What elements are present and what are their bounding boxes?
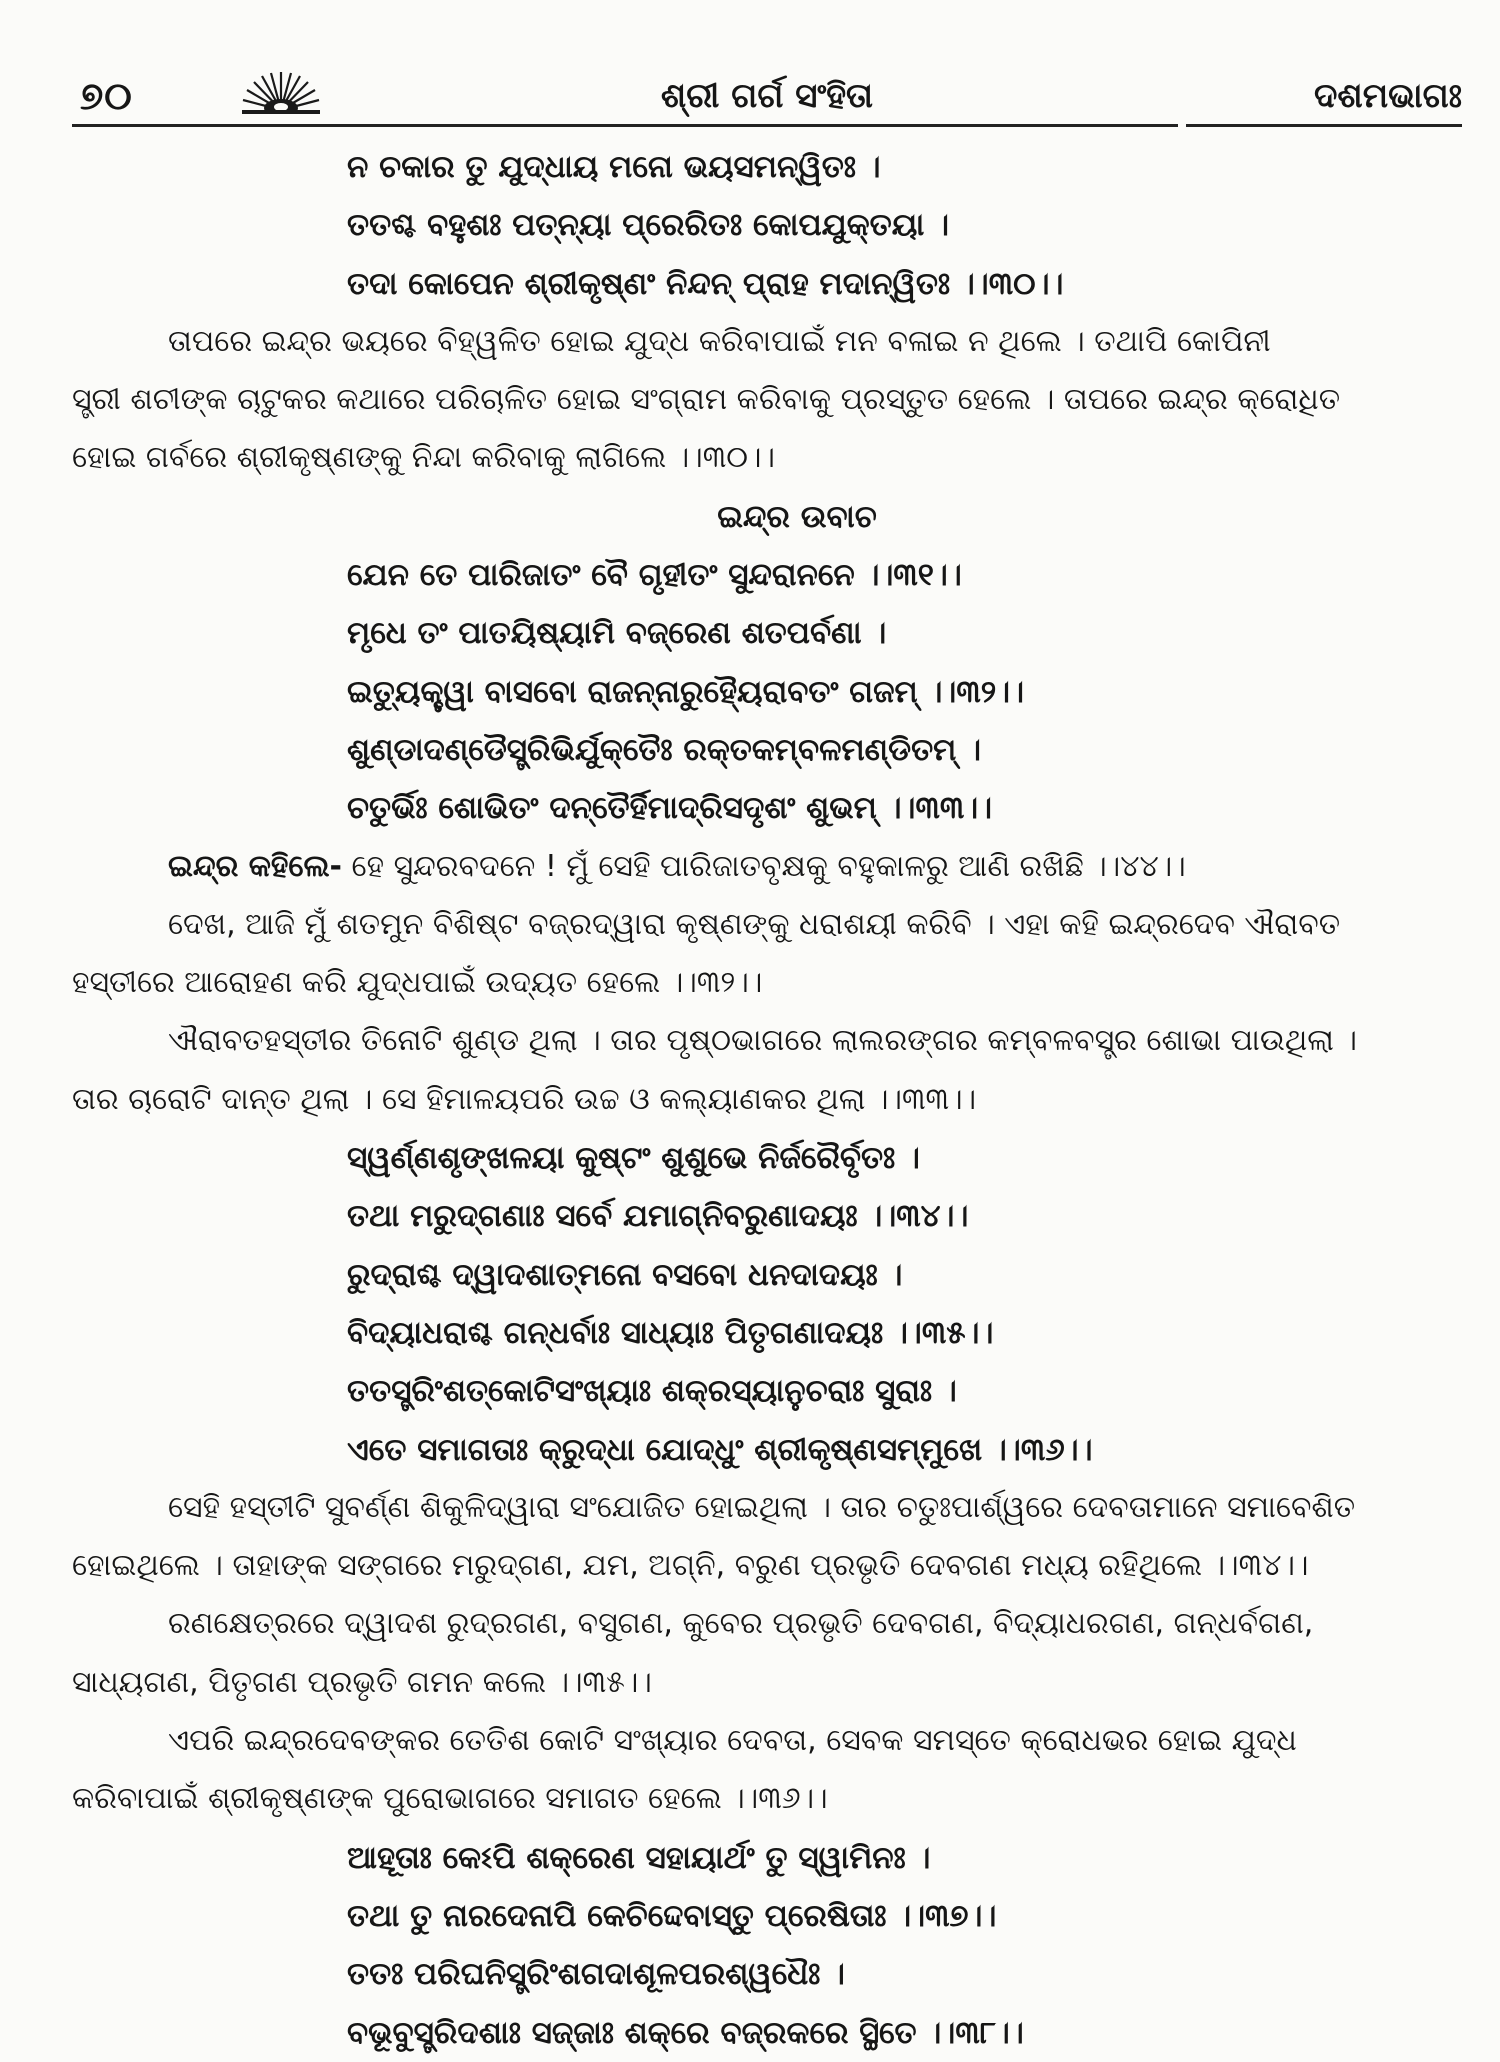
- sanskrit-verse-line: ତତସ୍ତ୍ରିଂଶତ୍‌କୋଟିସଂଖ୍ୟାଃ ଶକ୍ରସ୍ୟାନୁଚରାଃ ସୁରାଃ ।: [347, 1373, 957, 1410]
- sanskrit-verse-line: ତତଶ୍ଚ ବହୁଶଃ ପତ୍ନ୍ୟା ପ୍ରେରିତଃ କୋପଯୁକ୍ତୟା ।: [347, 207, 950, 244]
- sanskrit-verse-line: ମୃଧେ ତଂ ପାତୟିଷ୍ୟାମି ବଜ୍ରେଣ ଶତପର୍ବଣା ।: [347, 615, 887, 652]
- section-title: ଦଶମଭାଗଃ: [1314, 76, 1462, 116]
- translation-paragraph-start: ଦେଖ, ଆଜି ମୁଁ ଶତମୁନ ବିଶିଷ୍ଟ ବଜ୍ରଦ୍ୱାରା କୃଷ୍ଣଙ୍କୁ ଧରାଶୟୀ କରିବି । ଏହା କହି ଇନ୍ଦ୍ରଦେବ ଐରାବତ: [168, 906, 1341, 942]
- sanskrit-verse-line: ଆହୂତାଃ କେଽପି ଶକ୍ରେଣ ସହାୟାର୍ଥଂ ତୁ ସ୍ୱାମିନଃ ।: [347, 1839, 931, 1876]
- sanskrit-verse-line: ଯେନ ତେ ପାରିଜାତଂ ବୈ ଗୃହୀତଂ ସୁନ୍ଦରାନନେ ।।୩୧।।: [347, 557, 962, 594]
- translation-paragraph-start: ତାପରେ ଇନ୍ଦ୍ର ଭୟରେ ବିହ୍ୱଳିତ ହୋଇ ଯୁଦ୍ଧ କରିବାପାଇଁ ମନ ବଳାଇ ନ ଥିଲେ । ତଥାପି କୋପିନୀ: [168, 323, 1271, 359]
- sanskrit-verse-line: ତଥା ତୁ ନାରଦେନାପି କେଚିଦ୍ଦେବାସ୍ତୁ ପ୍ରେଷିତାଃ ।।୩୭।।: [347, 1897, 997, 1934]
- sanskrit-verse-line: ଇତ୍ୟୁକ୍ତ୍ୱା ବାସବୋ ରାଜନ୍ନାରୁହ୍ୟୈରାବତଂ ଗଜମ୍ ।।୩୨।।: [347, 673, 1025, 710]
- translation-line: କରିବାପାଇଁ ଶ୍ରୀକୃଷ୍ଣଙ୍କ ପୁରୋଭାଗରେ ସମାଗତ ହେଲେ ।।୩୬।।: [72, 1781, 828, 1817]
- translation-line: ହୋଇ ଗର୍ବରେ ଶ୍ରୀକୃଷ୍ଣଙ୍କୁ ନିନ୍ଦା କରିବାକୁ ଲାଗିଲେ ।।୩୦।।: [72, 440, 776, 476]
- translation-paragraph-start: ସେହି ହସ୍ତୀଟି ସୁବର୍ଣ୍ଣ ଶିକୁଳିଦ୍ୱାରା ସଂଯୋଜିତ ହୋଇଥିଲା । ତାର ଚତୁଃପାର୍ଶ୍ୱରେ ଦେବତାମାନେ ସମାବେଶିତ: [168, 1489, 1356, 1525]
- sanskrit-verse-line: ଏତେ ସମାଗତାଃ କ୍ରୁଦ୍ଧା ଯୋଦ୍ଧୁଂ ଶ୍ରୀକୃଷ୍ଣସମ୍ମୁଖେ ।।୩୬।।: [347, 1431, 1093, 1468]
- book-title: ଶ୍ରୀ ଗର୍ଗ ସଂହିତା: [660, 76, 874, 116]
- sanskrit-verse-line: ନ ଚକାର ତୁ ଯୁଦ୍ଧାୟ ମନୋ ଭୟସମନ୍ୱିତଃ ।: [347, 149, 881, 185]
- sanskrit-verse-line: ତତଃ ପରିଘନିସ୍ତ୍ରିଂଶଗଦାଶୂଳପରଶ୍ୱଧୈଃ ।: [347, 1956, 845, 1993]
- translation-paragraph-start: ରଣକ୍ଷେତ୍ରରେ ଦ୍ୱାଦଶ ରୁଦ୍ରଗଣ, ବସୁଗଣ, କୁବେର ପ୍ରଭୃତି ଦେବଗଣ, ବିଦ୍ୟାଧରଗଣ, ଗନ୍ଧର୍ବଗଣ,: [168, 1606, 1314, 1642]
- translation-paragraph-start: ଐରାବତହସ୍ତୀର ତିନୋଟି ଶୁଣ୍ଡ ଥିଲା । ତାର ପୃଷ୍ଠଭାଗରେ ଲାଲରଙ୍ଗର କମ୍ବଳବସ୍ତ୍ର ଶୋଭା ପାଉଥିଲା ।: [168, 1023, 1357, 1059]
- line-text: ହେ ସୁନ୍ଦରବଦନେ ! ମୁଁ ସେହି ପାରିଜାତବୃକ୍ଷକୁ ବହୁକାଳରୁ ଆଣି ରଖିଛି ।।୪୪।।: [342, 848, 1186, 884]
- sanskrit-verse-line: ଶୁଣ୍ଡାଦଣ୍ଡୈସ୍ତ୍ରିଭିର୍ଯୁକ୍ତୈଃ ରକ୍ତକମ୍ବଳମଣ୍ଡିତମ୍ ।: [347, 731, 982, 768]
- speaker-heading: ଇନ୍ଦ୍ର ଉବାଚ: [717, 498, 877, 535]
- sanskrit-verse-line: ତଦା କୋପେନ ଶ୍ରୀକୃଷ୍ଣଂ ନିନ୍ଦନ୍ ପ୍ରାହ ମଦାନ୍ୱିତଃ ।।୩୦।।: [347, 265, 1064, 302]
- sanskrit-verse-line: ବଭୂବୁସ୍ତ୍ରିଦଶାଃ ସଜ୍ଜାଃ ଶକ୍ରେ ବଜ୍ରକରେ ସ୍ଥିତେ ।।୩୮।।: [347, 2014, 1024, 2051]
- sanskrit-verse-line: ଚତୁର୍ଭିଃ ଶୋଭିତଂ ଦନ୍ତୈର୍ହିମାଦ୍ରିସଦୃଶଂ ଶୁଭମ୍ ।।୩୩।।: [347, 790, 993, 827]
- translation-paragraph-start: [72, 838, 1462, 896]
- translation-line: ହୋଇଥିଲେ । ତାହାଙ୍କ ସଙ୍ଗରେ ମରୁଦ୍‌ଗଣ, ଯମ, ଅଗ୍ନି, ବରୁଣ ପ୍ରଭୃତି ଦେବଗଣ ମଧ୍ୟ ରହିଥିଲେ ।।୩୪।।: [72, 1548, 1309, 1584]
- translation-line: ତାର ଚାରୋଟି ଦାନ୍ତ ଥିଲା । ସେ ହିମାଳୟପରି ଉଚ୍ଚ ଓ କଲ୍ୟାଣକର ଥିଲା ।।୩୩।।: [72, 1081, 977, 1117]
- translation-line: ସ୍ତ୍ରୀ ଶଚୀଙ୍କ ଚାଟୁକର କଥାରେ ପରିଚାଳିତ ହୋଇ ସଂଗ୍ରାମ କରିବାକୁ ପ୍ରସ୍ତୁତ ହେଲେ । ତାପରେ ଇନ୍ଦ୍ର କ୍ରୋଧିତ: [72, 382, 1341, 418]
- speaker-label: ଇନ୍ଦ୍ର କହିଲେ-: [168, 848, 343, 884]
- page-number: ୭୦: [80, 74, 133, 118]
- sanskrit-verse-line: ତଥା ମରୁଦ୍‌ଗଣାଃ ସର୍ବେ ଯମାଗ୍ନିବରୁଣାଦୟଃ ।।୩୪।।: [347, 1198, 969, 1235]
- header-rule: [1186, 124, 1462, 127]
- body-text: [72, 138, 1462, 2062]
- header-rule: [72, 124, 1178, 127]
- page-header: [72, 70, 1462, 122]
- sanskrit-verse-line: ବିଦ୍ୟାଧରାଶ୍ଚ ଗନ୍ଧର୍ବାଃ ସାଧ୍ୟାଃ ପିତୃଗଣାଦୟଃ ।।୩୫।।: [347, 1314, 994, 1351]
- translation-line: ହସ୍ତୀରେ ଆରୋହଣ କରି ଯୁଦ୍ଧପାଇଁ ଉଦ୍ୟତ ହେଲେ ।।୩୨।।: [72, 965, 763, 1001]
- translation-paragraph-start: ଏପରି ଇନ୍ଦ୍ରଦେବଙ୍କର ତେତିଶ କୋଟି ସଂଖ୍ୟାର ଦେବତା, ସେବକ ସମସ୍ତେ କ୍ରୋଧଭର ହୋଇ ଯୁଦ୍ଧ: [168, 1723, 1297, 1759]
- translation-line: ସାଧ୍ୟଗଣ, ପିତୃଗଣ ପ୍ରଭୃତି ଗମନ କଲେ ।।୩୫।।: [72, 1664, 652, 1700]
- sanskrit-verse-line: ସ୍ୱର୍ଣ୍ଣଶୃଙ୍ଖଳୟା କୁଷ୍ଟଂ ଶୁଶୁଭେ ନିର୍ଜରୈର୍ବୃତଃ ।: [347, 1140, 920, 1177]
- sanskrit-verse-line: ରୁଦ୍ରାଶ୍ଚ ଦ୍ୱାଦଶାତ୍ମନୋ ବସବୋ ଧନଦାଦୟଃ ।: [347, 1256, 903, 1293]
